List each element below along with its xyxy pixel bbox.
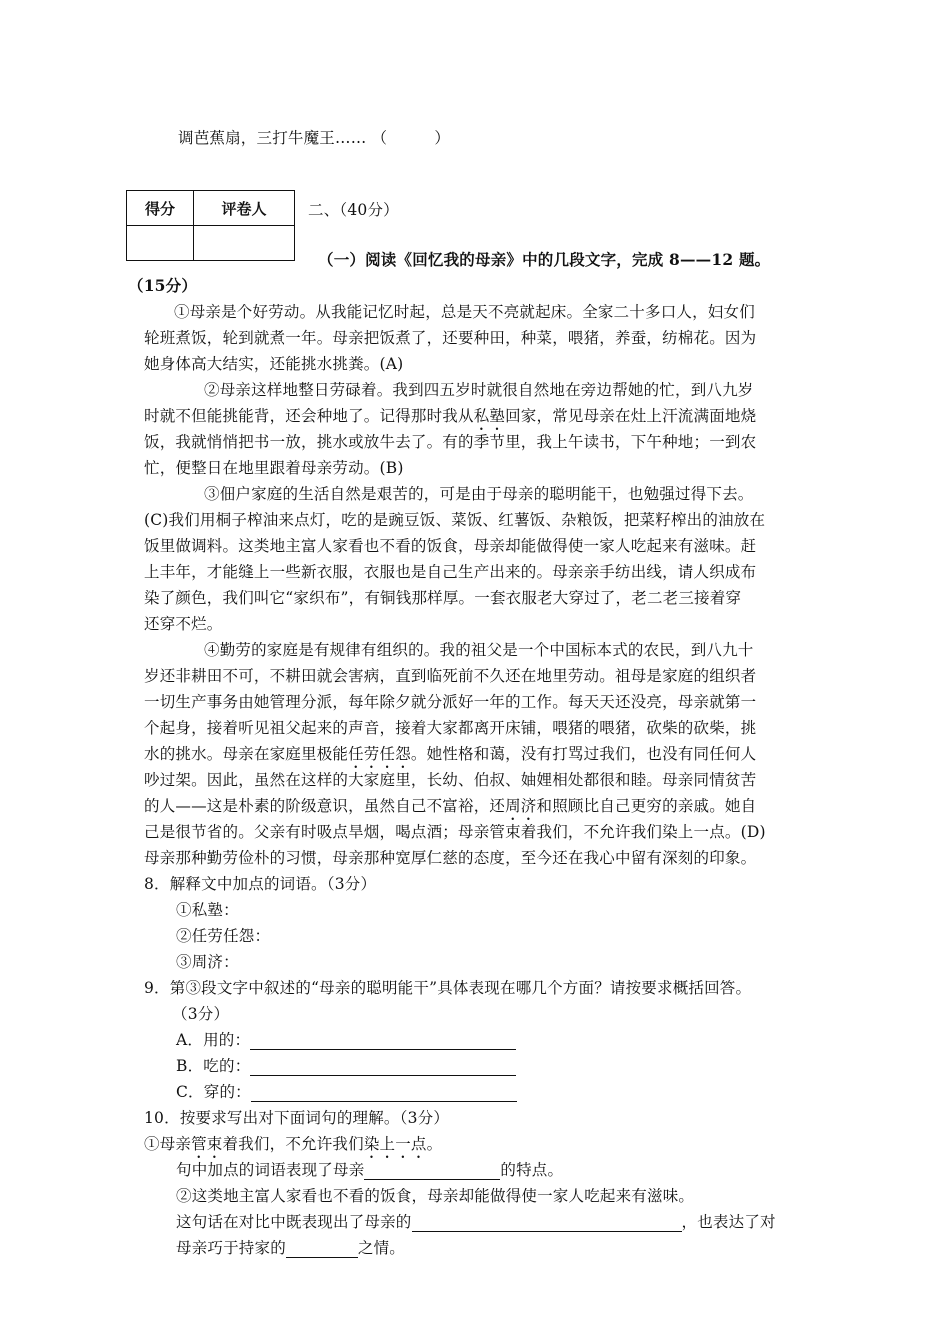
grader-cell[interactable] (194, 226, 295, 261)
q10-stem: 10．按要求写出对下面词句的理解。（3分） (144, 1109, 450, 1127)
previous-question-fragment: 调芭蕉扇，三打牛魔王…… （ ） (178, 129, 451, 147)
answer-blank[interactable] (250, 1033, 516, 1050)
q8-item: ③周济： (176, 953, 239, 971)
score-header: 得分 (127, 191, 194, 226)
dotted-word-guanshu: 管束 (191, 1135, 223, 1153)
p3-line: 还穿不烂。 (144, 615, 223, 633)
q10-ask-2-cont: 母亲巧于持家的 之情。 (176, 1239, 406, 1257)
p2-line: ②母亲这样地整日劳碌着。我到四五岁时就很自然地在旁边帮她的忙，到八九岁 (204, 381, 754, 399)
answer-blank[interactable] (250, 1059, 516, 1076)
dotted-word-sishu: 私塾 (473, 407, 506, 425)
q8-item: ②任劳任怨： (176, 927, 271, 945)
answer-blank[interactable] (286, 1241, 358, 1258)
p1-line: 轮班煮饭，轮到就煮一年。母亲把饭煮了，还要种田，种菜，喂猪，养蚕，纺棉花。因为 (144, 329, 757, 347)
p3-line: ③佃户家庭的生活自然是艰苦的，可是由于母亲的聪明能干，也勉强过得下去。 (204, 485, 754, 503)
section-header: 二、（40分） (308, 201, 399, 219)
reading-points: （15分） (128, 276, 198, 295)
q9-item: B．吃的： (176, 1056, 516, 1076)
dotted-word-zhouji: 周济 (505, 797, 537, 815)
p4-line: 吵过架。因此，虽然在这样的大家庭里，长幼、伯叔、妯娌相处都很和睦。母亲同情贫苦 (144, 771, 757, 789)
p4-line: 母亲那种勤劳俭朴的习惯，母亲那种宽厚仁慈的态度，至今还在我心中留有深刻的印象。 (144, 849, 757, 867)
p4-line: 水的挑水。母亲在家庭里极能任劳任怨。她性格和蔼，没有打骂过我们，也没有同任何人 (144, 745, 757, 763)
p1-line: 她身体高大结实，还能挑水挑粪。(A) (144, 355, 404, 373)
dotted-word-ranshang: 染上一点 (363, 1135, 427, 1153)
q9-stem: 9．第③段文字中叙述的“母亲的聪明能干”具体表现在哪几个方面？请按要求概括回答。 (144, 979, 752, 997)
q9-points: （3分） (172, 1005, 230, 1023)
p2-line: 忙，便整日在地里跟着母亲劳动。(B) (144, 459, 404, 477)
q9-item: C．穿的： (176, 1082, 517, 1102)
q10-sentence-2: ②这类地主富人家看也不看的饭食，母亲却能做得使一家人吃起来有滋味。 (176, 1187, 695, 1205)
grader-header: 评卷人 (194, 191, 295, 226)
reading-title: （一）阅读《回忆我的母亲》中的几段文字，完成 8——12 题。 (318, 250, 771, 269)
dotted-word-renlao: 任劳任怨 (348, 745, 411, 763)
answer-blank[interactable] (412, 1215, 682, 1232)
p4-line: 己是很节省的。父亲有时吸点旱烟，喝点酒；母亲管束着我们，不允许我们染上一点。(D) (144, 823, 766, 841)
q10-ask-1: 句中加点的词语表现了母亲 的特点。 (176, 1161, 564, 1179)
p4-line: ④勤劳的家庭是有规律有组织的。我的祖父是一个中国标本式的农民，到八九十 (204, 641, 754, 659)
q10-sentence-1: ①母亲管束着我们，不允许我们染上一点。 (144, 1135, 443, 1153)
score-table (126, 190, 295, 261)
p4-line: 岁还非耕田不可，不耕田就会害病，直到临死前不久还在地里劳动。祖母是家庭的组织者 (144, 667, 757, 685)
answer-blank[interactable] (364, 1163, 500, 1180)
p3-line: 饭里做调料。这类地主富人家看也不看的饭食，母亲却能做得使一家人吃起来有滋味。赶 (144, 537, 757, 555)
p4-line: 一切生产事务由她管理分派，每年除夕就分派好一年的工作。每天天还没亮，母亲就第一 (144, 693, 757, 711)
p1-line: ①母亲是个好劳动。从我能记忆时起，总是天不亮就起床。全家二十多口人，妇女们 (174, 303, 755, 321)
score-cell[interactable] (127, 226, 194, 261)
p4-line: 个起身，接着听见祖父起来的声音，接着大家都离开床铺，喂猪的喂猪，砍柴的砍柴，挑 (144, 719, 757, 737)
p3-line: 上丰年，才能缝上一些新衣服，衣服也是自己生产出来的。母亲亲手纺出线，请人织成布 (144, 563, 757, 581)
p2-line: 时就不但能挑能背，还会种地了。记得那时我从私塾回家，常见母亲在灶上汗流满面地烧 (144, 407, 757, 425)
p4-line: 的人——这是朴素的阶级意识，虽然自己不富裕，还周济和照顾比自己更穷的亲戚。她自 (144, 797, 757, 815)
p3-line: (C)我们用桐子榨油来点灯，吃的是豌豆饭、菜饭、红薯饭、杂粮饭，把菜籽榨出的油放在 (144, 511, 766, 529)
q8-stem: 8．解释文中加点的词语。（3分） (144, 875, 377, 893)
q9-item: A．用的： (176, 1030, 516, 1050)
q8-item: ①私塾： (176, 901, 239, 919)
p2-line: 饭，我就悄悄把书一放，挑水或放牛去了。有的季节里，我上午读书，下午种地；一到农 (144, 433, 757, 451)
p3-line: 染了颜色，我们叫它“家织布”，有铜钱那样厚。一套衣服老大穿过了，老二老三接着穿 (144, 589, 742, 607)
q10-ask-2: 这句话在对比中既表现出了母亲的 ，也表达了对 (176, 1213, 776, 1231)
answer-blank[interactable] (251, 1085, 517, 1102)
